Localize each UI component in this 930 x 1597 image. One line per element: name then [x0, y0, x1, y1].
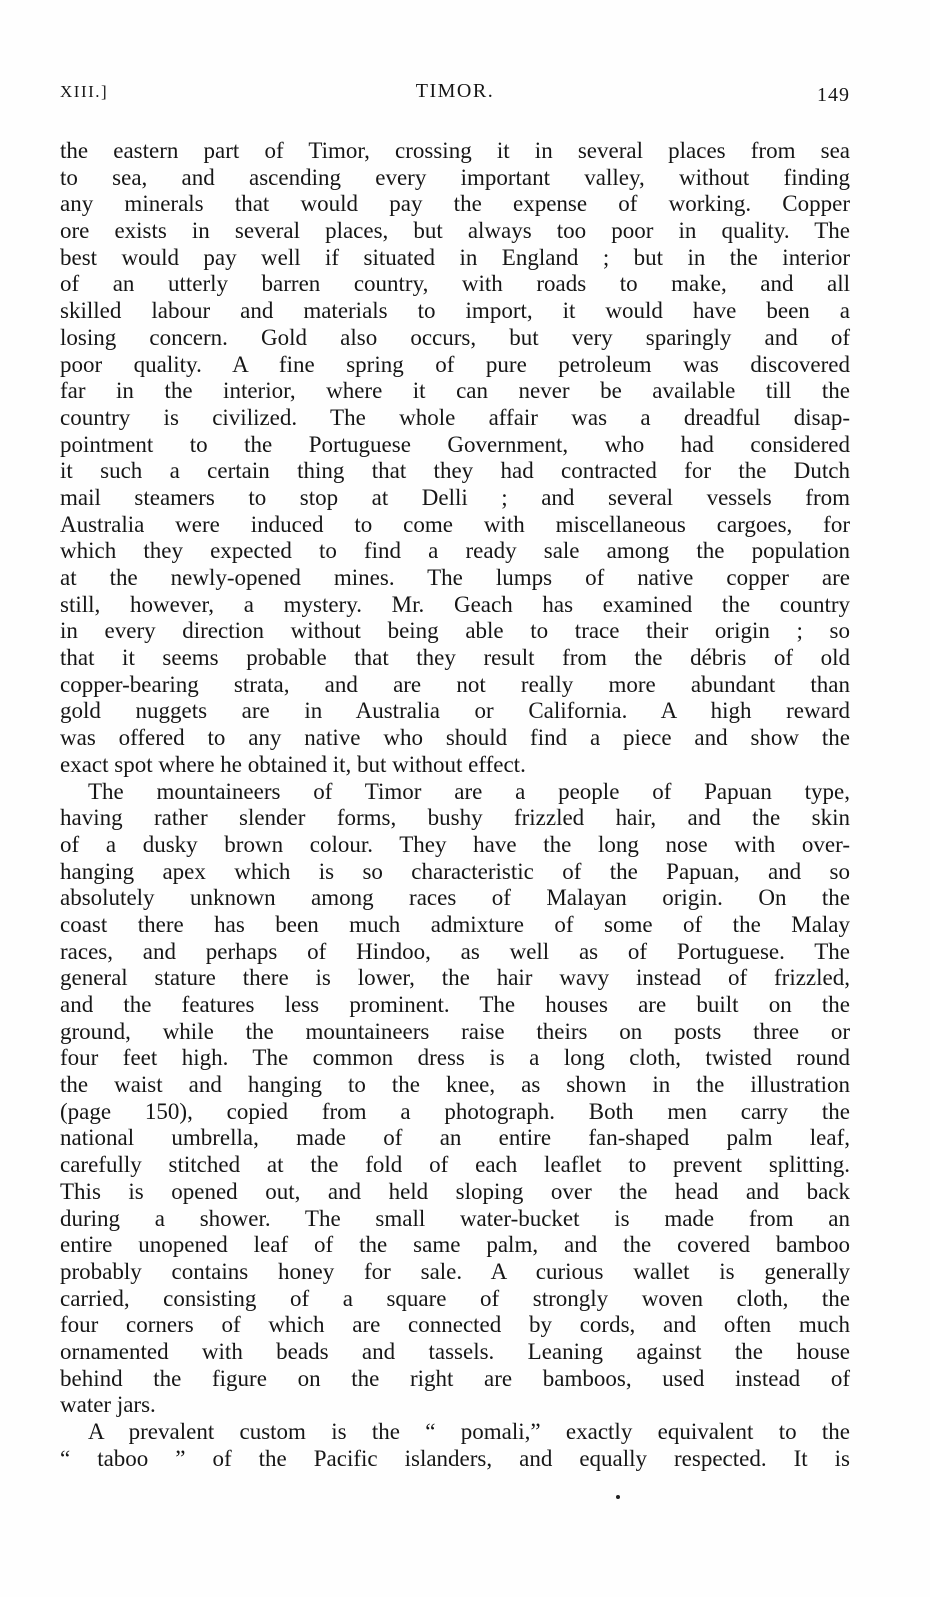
text-line: in every direction without being able to trace their origin ; so — [60, 618, 850, 644]
text-line: four feet high. The common dress is a long cloth, twisted round — [60, 1045, 850, 1071]
text-line: the eastern part of Timor, crossing it in several places from sea — [60, 138, 850, 163]
text-line: was offered to any native who should find a piece and show the — [60, 725, 850, 751]
text-line: gold nuggets are in Australia or California. A high reward — [60, 698, 850, 724]
running-head — [60, 80, 850, 108]
text-line: copper-bearing strata, and are not really more abundant than — [60, 671, 850, 697]
text-line: at the newly-opened mines. The lumps of native copper are — [60, 565, 850, 590]
text-line: behind the figure on the right are bamboos, used instead of — [60, 1365, 850, 1391]
text-line: coast there has been much admixture of some of the Malay — [60, 911, 850, 937]
text-line: and the features less prominent. The houses are built on the — [60, 992, 850, 1017]
text-line: best would pay well if situated in England ; but in the interior — [60, 244, 850, 270]
text-line: of an utterly barren country, with roads to make, and all — [60, 271, 850, 297]
text-line: that it seems probable that they result from the débris of old — [60, 645, 850, 671]
text-line: having rather slender forms, bushy frizzled hair, and the skin — [60, 805, 850, 831]
text-line: the waist and hanging to the knee, as shown in the illustration — [60, 1072, 850, 1098]
text-line: ore exists in several places, but always too poor in quality. The — [60, 218, 850, 244]
text-line: losing concern. Gold also occurs, but very sparingly and of — [60, 324, 850, 350]
text-line: Australia were induced to come with miscellaneous cargoes, for — [60, 511, 850, 537]
text-line: during a shower. The small water-bucket is made from an — [60, 1205, 850, 1231]
text-line: (page 150), copied from a photograph. Both men carry the — [60, 1098, 850, 1124]
text-line: still, however, a mystery. Mr. Geach has examined the country — [60, 591, 850, 617]
text-line: entire unopened leaf of the same palm, and the covered bamboo — [60, 1232, 850, 1258]
text-line: carefully stitched at the fold of each leaflet to prevent splitting. — [60, 1152, 850, 1178]
text-line: ground, while the mountaineers raise theirs on posts three or — [60, 1018, 850, 1044]
text-line: of a dusky brown colour. They have the long nose with over- — [60, 831, 850, 857]
text-line: country is civilized. The whole affair was a dreadful disap- — [60, 404, 850, 430]
text-line: four corners of which are connected by cords, and often much — [60, 1312, 850, 1338]
text-line: carried, consisting of a square of strongly woven cloth, the — [60, 1285, 850, 1311]
paragraph-start-line: A prevalent custom is the “ pomali,” exactly equivalent to the — [88, 1419, 850, 1444]
text-line: which they expected to find a ready sale among the population — [60, 538, 850, 564]
text-line: mail steamers to stop at Delli ; and several vessels from — [60, 484, 850, 510]
text-line: any minerals that would pay the expense of working. Copper — [60, 191, 850, 217]
text-line: absolutely unknown among races of Malayan origin. On the — [60, 885, 850, 911]
paragraph-end-line: exact spot where he obtained it, but without effect. — [60, 751, 526, 777]
page-number: 149 — [817, 84, 850, 106]
text-line: to sea, and ascending every important valley, without finding — [60, 164, 850, 190]
chapter-number: XIII.] — [60, 82, 109, 101]
text-line: general stature there is lower, the hair wavy instead of frizzled, — [60, 965, 850, 991]
text-line: poor quality. A fine spring of pure petroleum was discovered — [60, 351, 850, 377]
body-text — [60, 138, 850, 1472]
text-line: probably contains honey for sale. A curious wallet is generally — [60, 1258, 850, 1284]
paragraph-start-line: The mountaineers of Timor are a people of Papuan type, — [88, 778, 850, 804]
text-line: “ taboo ” of the Pacific islanders, and equally respected. It is — [60, 1445, 850, 1471]
text-line: far in the interior, where it can never be available till the — [60, 378, 850, 404]
text-line: This is opened out, and held sloping over the head and back — [60, 1178, 850, 1204]
text-line: ornamented with beads and tassels. Leaning against the house — [60, 1338, 850, 1364]
printer-mark-dot — [616, 1495, 620, 1499]
text-line: races, and perhaps of Hindoo, as well as of Portuguese. The — [60, 938, 850, 964]
paragraph-end-line: water jars. — [60, 1392, 156, 1418]
text-line: skilled labour and materials to import, it would have been a — [60, 298, 850, 324]
text-line: it such a certain thing that they had contracted for the Dutch — [60, 458, 850, 484]
running-title: TIMOR. — [415, 80, 495, 102]
text-line: hanging apex which is so characteristic of the Papuan, and so — [60, 858, 850, 884]
text-line: national umbrella, made of an entire fan-shaped palm leaf, — [60, 1125, 850, 1151]
text-line: pointment to the Portuguese Government, who had considered — [60, 431, 850, 457]
